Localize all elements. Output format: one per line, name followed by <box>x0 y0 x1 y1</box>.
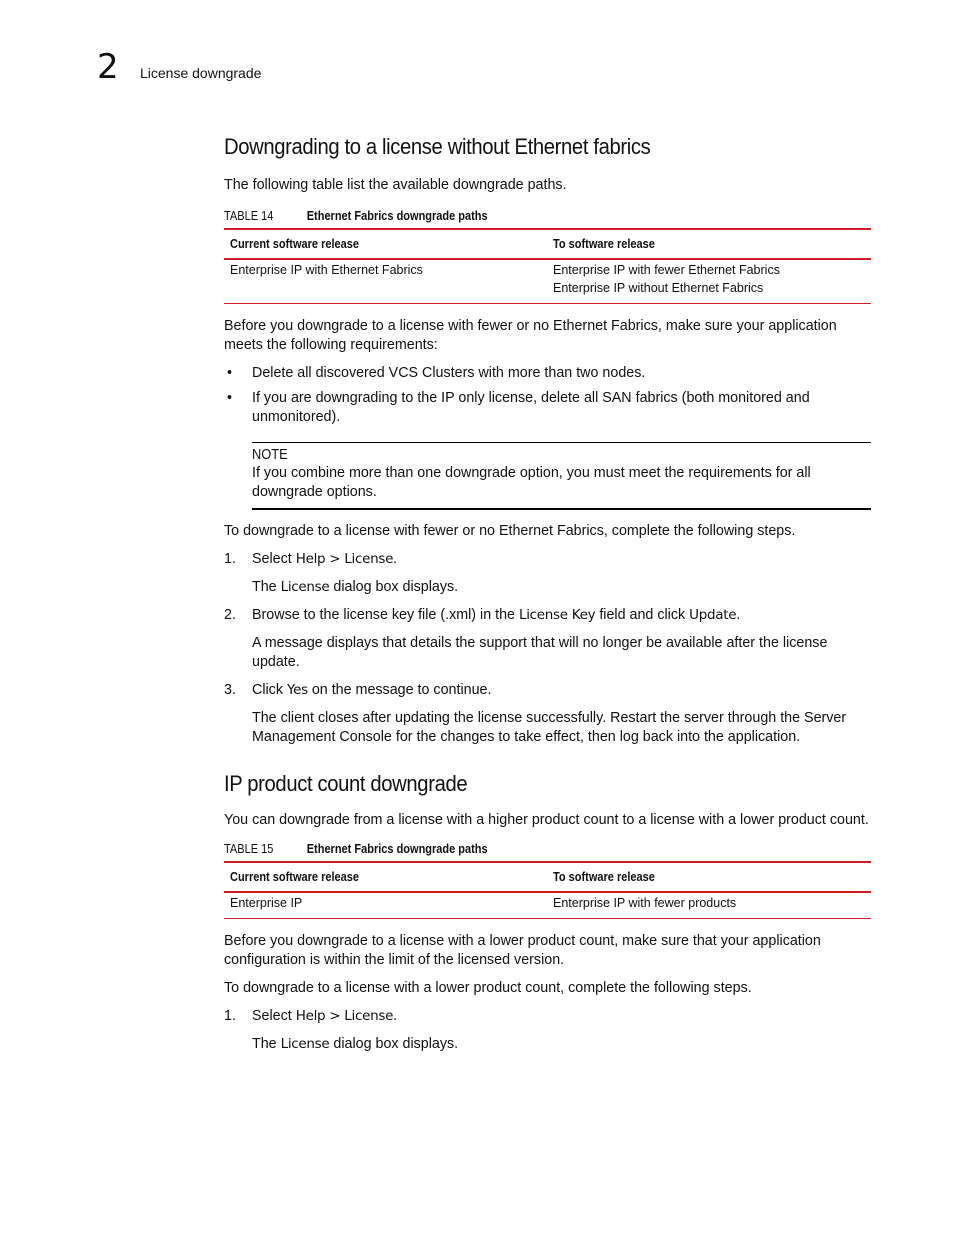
step-item: 1. Select Help > License. The License dialog box displays. <box>224 550 871 597</box>
step-item: 2. Browse to the license key file (.xml) in the License Key field and click Update. A message displays that details the support that will no longer be available after the license update. <box>224 606 871 672</box>
step-item: 1. Select Help > License. The License dialog box displays. <box>224 1007 871 1054</box>
table-cell-line: Enterprise IP without Ethernet Fabrics <box>553 281 764 295</box>
table-number: TABLE 14 <box>224 209 274 223</box>
table-cell: Enterprise IP <box>224 892 547 919</box>
bullet-icon: • <box>227 365 233 381</box>
column-header: Current software release <box>224 862 547 892</box>
steps-list <box>224 550 871 747</box>
section-title: IP product count downgrade <box>224 771 468 796</box>
table-row <box>224 892 871 919</box>
requirements-intro: Before you downgrade to a license with a lower product count, make sure that your application configuration is within the limit of the licensed version. <box>224 933 821 968</box>
button-name: Yes <box>286 682 308 698</box>
table-title: Ethernet Fabrics downgrade paths <box>306 209 488 223</box>
requirements-intro: Before you downgrade to a license with fewer or no Ethernet Fabrics, make sure your application meets the following requirements: <box>224 318 837 353</box>
table-row <box>224 259 871 304</box>
steps-intro: To downgrade to a license with fewer or no Ethernet Fabrics, complete the following steps. <box>224 523 796 539</box>
table-header-row <box>224 229 871 259</box>
table-cell <box>547 259 871 304</box>
list-item: • If you are downgrading to the IP only license, delete all SAN fabrics (both monitored and unmonitored). <box>227 390 810 425</box>
page-content <box>224 128 871 1054</box>
table-cell: Enterprise IP with fewer products <box>547 892 871 919</box>
bullet-icon: • <box>227 390 233 406</box>
field-name: License Key <box>518 607 596 623</box>
table-number: TABLE 15 <box>224 842 274 856</box>
step-result: The License dialog box displays. <box>252 579 459 595</box>
step-result: The License dialog box displays. <box>252 1036 459 1052</box>
column-header: To software release <box>547 229 871 259</box>
step-item: 3. Click Yes on the message to continue. The client closes after updating the license successfully. Restart the server through the Server Management Console for the changes to take effect, then log back into the application. <box>224 681 871 747</box>
note-label: NOTE <box>252 447 288 463</box>
column-header: Current software release <box>224 229 547 259</box>
note-box <box>252 442 871 510</box>
section-intro: The following table list the available downgrade paths. <box>224 177 567 193</box>
section-title: Downgrading to a license without Ethernet fabrics <box>224 134 651 159</box>
column-header: To software release <box>547 862 871 892</box>
steps-intro: To downgrade to a license with a lower product count, complete the following steps. <box>224 980 752 996</box>
step-result: The client closes after updating the license successfully. Restart the server through the Server Management Console for the changes to take effect, then log back into the application. <box>252 710 847 745</box>
chapter-title: License downgrade <box>140 65 262 81</box>
table-title: Ethernet Fabrics downgrade paths <box>306 842 488 856</box>
menu-path: Help > License <box>295 551 394 567</box>
table-caption <box>224 209 793 223</box>
downgrade-table <box>224 861 871 919</box>
step-result: A message displays that details the support that will no longer be available after the license update. <box>252 635 828 670</box>
section-intro: You can downgrade from a license with a higher product count to a license with a lower product count. <box>224 812 869 828</box>
menu-path: Help > License <box>295 1008 394 1024</box>
table-caption <box>224 842 793 856</box>
table-cell: Enterprise IP with Ethernet Fabrics <box>224 259 547 304</box>
dialog-name: License <box>280 1036 330 1052</box>
steps-list <box>224 1007 871 1054</box>
note-text: If you combine more than one downgrade option, you must meet the requirements for all downgrade options. <box>252 465 811 500</box>
table-cell-line: Enterprise IP with fewer Ethernet Fabrics <box>553 263 780 277</box>
downgrade-table <box>224 228 871 304</box>
chapter-number: 2 <box>97 47 119 87</box>
table-header-row <box>224 862 871 892</box>
list-item: • Delete all discovered VCS Clusters with more than two nodes. <box>227 365 646 381</box>
requirements-list <box>224 364 871 427</box>
dialog-name: License <box>280 579 330 595</box>
button-name: Update <box>689 607 737 623</box>
